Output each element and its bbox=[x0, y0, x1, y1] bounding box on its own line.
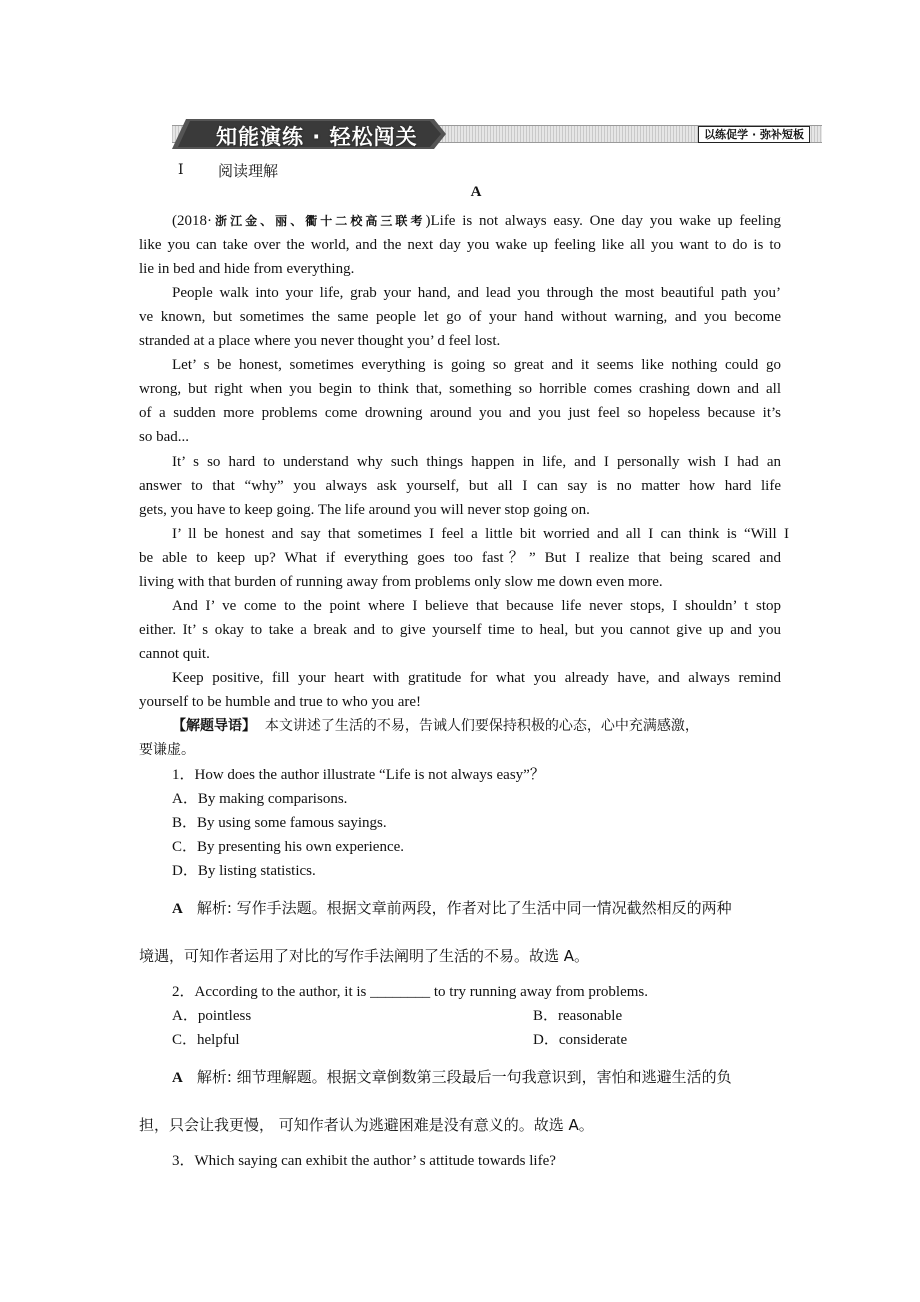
answer: A bbox=[172, 1070, 183, 1086]
question-stem: 3．Which saying can exhibit the author’ s attitude towards life? bbox=[172, 1153, 556, 1169]
passage-line: wrong, but right when you begin to think that, something so horrible comes crashing down and all bbox=[139, 381, 781, 397]
analysis-line: 担，只会让我更慢， 可知作者认为逃避困难是没有意义的。故选 A。 bbox=[139, 1116, 594, 1134]
passage-line: It’ s so hard to understand why such things happen in life, and I personally wish I had an bbox=[172, 454, 781, 470]
passage-line: Keep positive, fill your heart with gratitude for what you already have, and always remind bbox=[172, 670, 781, 686]
section-title: 阅读理解 bbox=[218, 162, 279, 180]
source-label: 浙江金、丽、衢十二校高三联考 bbox=[212, 214, 426, 228]
guide-label: 【解题导语】 bbox=[172, 718, 256, 734]
banner-title: 知能演练 · 轻松闯关 bbox=[216, 125, 418, 149]
passage-line: cannot quit. bbox=[139, 646, 210, 662]
banner-title-block bbox=[172, 119, 446, 149]
option: A．pointless bbox=[172, 1008, 252, 1024]
passage-line: living with that burden of running away from problems only slow me down even more. bbox=[139, 574, 663, 590]
banner-tag: 以练促学 · 弥补短板 bbox=[698, 126, 810, 143]
passage-line: And I’ ve come to the point where I believe that because life never stops, I shouldn’ t stop bbox=[172, 598, 781, 614]
analysis-line: 境遇，可知作者运用了对比的写作手法阐明了生活的不易。故选 A。 bbox=[139, 947, 590, 965]
passage-line: either. It’ s okay to take a break and to give yourself time to heal, but you cannot give up and you bbox=[139, 622, 781, 638]
option: C．helpful bbox=[172, 1032, 240, 1048]
passage-line: Let’ s be honest, sometimes everything is going so great and it seems like nothing could go bbox=[172, 357, 781, 373]
passage-line: stranded at a place where you never thought you’ d feel lost. bbox=[139, 333, 501, 349]
passage-line: so bad... bbox=[139, 429, 189, 445]
passage-line: ve known, but sometimes the same people let go of your hand without warning, and you become bbox=[139, 309, 781, 325]
guide-line: 【解题导语】 本文讲述了生活的不易，告诫人们要保持积极的心态，心中充满感激， bbox=[172, 718, 699, 734]
passage-label: A bbox=[470, 184, 482, 200]
passage-line: (2018·浙江金、丽、衢十二校高三联考)Life is not always easy. One day you wake up feeling bbox=[172, 213, 781, 229]
passage-line: yourself to be humble and true to who you are! bbox=[139, 694, 422, 710]
passage-line: of a sudden more problems come drowning around you and you just feel so hopeless because it’s bbox=[139, 405, 781, 421]
option: D．considerate bbox=[533, 1032, 628, 1048]
section-number: Ⅰ bbox=[178, 163, 184, 178]
passage-line: I’ ll be honest and say that sometimes I feel a little bit worried and all I can think is “Will I bbox=[172, 526, 789, 542]
question-stem: 2．According to the author, it is ________ to try running away from problems. bbox=[172, 984, 648, 1000]
option: B．reasonable bbox=[533, 1008, 623, 1024]
passage-line: answer to that “why” you always ask yourself, but all I can say is no matter how hard life bbox=[139, 478, 781, 494]
answer: A bbox=[172, 901, 183, 917]
analysis-line: A 解析: 细节理解题。根据文章倒数第三段最后一句我意识到，害怕和逃避生活的负 bbox=[172, 1068, 732, 1086]
guide-line: 要谦虚。 bbox=[139, 742, 195, 758]
passage-line: People walk into your life, grab your hand, and lead you through the most beautiful path you’ bbox=[172, 285, 781, 301]
passage-line: gets, you have to keep going. The life around you will never stop going on. bbox=[139, 502, 590, 518]
passage-line: be able to keep up? What if everything goes too fast？” But I realize that being scared and bbox=[139, 550, 781, 566]
option: D．By listing statistics. bbox=[172, 863, 316, 879]
option: C．By presenting his own experience. bbox=[172, 839, 405, 855]
option: A．By making comparisons. bbox=[172, 791, 348, 807]
passage-line: lie in bed and hide from everything. bbox=[139, 261, 355, 277]
option: B．By using some famous sayings. bbox=[172, 815, 387, 831]
passage-line: like you can take over the world, and the next day you wake up feeling like all you want to do is to bbox=[139, 237, 781, 253]
question-stem: 1．How does the author illustrate “Life is not always easy”？ bbox=[172, 767, 545, 783]
analysis-line: A 解析: 写作手法题。根据文章前两段，作者对比了生活中同一情况截然相反的两种 bbox=[172, 899, 732, 917]
section-banner bbox=[172, 117, 822, 151]
